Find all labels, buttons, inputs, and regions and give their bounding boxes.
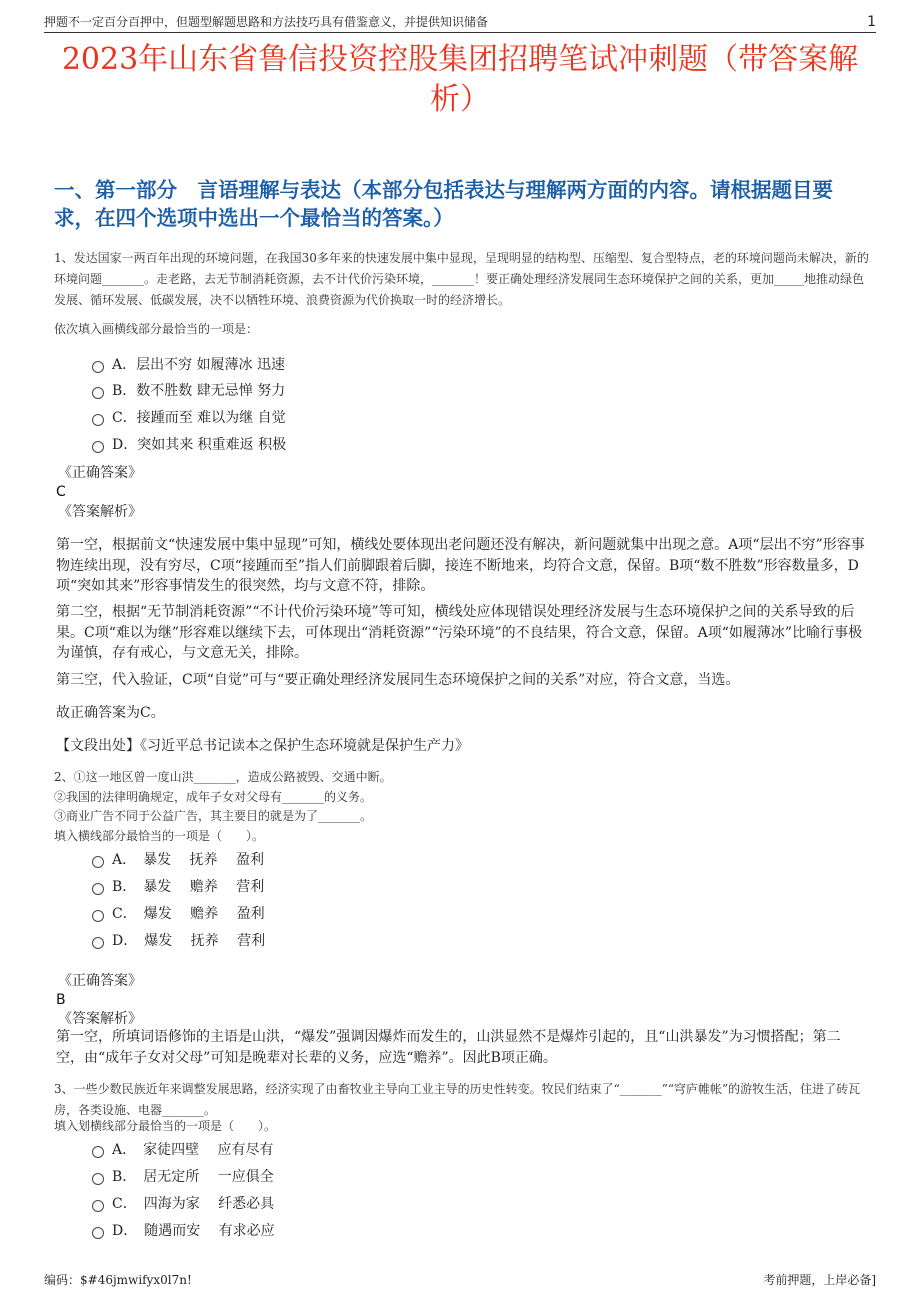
option-label: B． 暴发 赡养 营利 (112, 879, 265, 895)
radio-icon[interactable] (92, 856, 104, 868)
question-1-analysis-p1-block (56, 535, 868, 597)
question-3-text-block (54, 1079, 869, 1121)
option-label: C． 四海为家 纤悉必具 (112, 1196, 275, 1212)
document-title: 2023年山东省鲁信投资控股集团招聘笔试冲刺题（带答案解析） (61, 42, 859, 117)
question-2-answer: B (56, 992, 66, 1008)
question-1-source: 【文段出处】《习近平总书记读本之保护生态环境就是保护生产力》 (56, 738, 469, 754)
option-label: D． 爆发 抚养 营利 (112, 933, 266, 949)
question-3-option-a[interactable] (92, 1140, 274, 1160)
question-2-prompt: 填入横线部分最恰当的一项是（ ）。 (54, 828, 265, 843)
question-1-prompt-block (54, 320, 869, 338)
question-1-option-a[interactable] (92, 355, 285, 375)
question-1-analysis-p4: 故正确答案为C。 (56, 705, 165, 721)
question-2-analysis: 第一空，所填词语修饰的主语是山洪，“爆发”强调因爆炸而发生的，山洪显然不是爆炸引起的，且“山洪暴发”为习惯搭配；第二空，由“成年子女对父母”可知是晚辈对长辈的义务，应选“赡养”。因此B项正确。 (56, 1029, 841, 1066)
radio-icon[interactable] (92, 910, 104, 922)
question-1-answer-label: 《正确答案》 (58, 465, 142, 481)
radio-icon[interactable] (92, 1173, 104, 1185)
header-note: 押题不一定百分百押中，但题型解题思路和方法技巧具有借鉴意义，并提供知识储备 (44, 15, 489, 29)
option-label: A．层出不穷 如履薄冰 迅速 (112, 357, 286, 373)
option-label: D． 随遇而安 有求必应 (112, 1223, 275, 1239)
radio-icon[interactable] (92, 883, 104, 895)
page-number: 1 (867, 14, 876, 30)
question-1-option-c[interactable] (92, 408, 286, 428)
question-3-option-b[interactable] (92, 1167, 274, 1187)
question-1-analysis-label: 《答案解析》 (58, 504, 142, 520)
question-1-analysis-p2: 第二空，根据“无节制消耗资源”“不计代价污染环境”等可知，横线处应体现错误处理经济发展与生态环境保护之间的关系导致的后果。C项“难以为继”形容难以继续下去，可体现出“消耗资源”“污染环境”的不良结果，符合文意，保留。A项“如履薄冰”比喻行事极为谨慎，存有戒心，与文意无关，排除。 (56, 604, 863, 661)
question-2-analysis-label: 《答案解析》 (58, 1011, 142, 1027)
question-1-analysis-p4-block (56, 703, 868, 724)
question-1-answer: C (56, 484, 66, 500)
option-label: A． 家徒四壁 应有尽有 (112, 1142, 274, 1158)
radio-icon[interactable] (92, 1227, 104, 1239)
question-2-option-b[interactable] (92, 877, 264, 897)
question-1-analysis-p3-block (56, 670, 868, 691)
question-3-option-c[interactable] (92, 1194, 274, 1214)
page-header (44, 12, 876, 33)
option-label: B．数不胜数 肆无忌惮 努力 (112, 383, 286, 399)
question-3-option-d[interactable] (92, 1221, 275, 1241)
option-label: A． 暴发 抚养 盈利 (112, 852, 265, 868)
option-label: D．突如其来 积重难返 积极 (112, 437, 287, 453)
radio-icon[interactable] (92, 1200, 104, 1212)
question-2-answer-label: 《正确答案》 (58, 973, 142, 989)
question-1-analysis-p3: 第三空，代入验证，C项“自觉”可与“要正确处理经济发展同生态环境保护之间的关系”对应，符合文意，当选。 (56, 672, 740, 688)
question-2-analysis-block (56, 1027, 868, 1068)
question-1-text: 1、发达国家一两百年出现的环境问题，在我国30多年来的快速发展中集中显现，呈现明显的结构型、压缩型、复合型特点，老的环境问题尚未解决，新的环境问题_______。走老路，去无节制消耗资源，去不计代价污染环境，_______！要正确处理经济发展同生态环境保护之间的关系，更加_____地推动绿色发展、循环发展、低碳发展，决不以牺牲环境、浪费资源为代价换取一时的经济增长。 (54, 251, 869, 307)
option-label: C． 爆发 赡养 盈利 (112, 906, 265, 922)
radio-icon[interactable] (92, 937, 104, 949)
question-1-analysis-p1: 第一空，根据前文“快速发展中集中显现”可知，横线处要体现出老问题还没有解决，新问题就集中出现之意。A项“层出不穷”形容事物连续出现，没有穷尽，C项“接踵而至”指人们前脚跟着后脚，接连不断地来，均符合文意，保留。B项“数不胜数”形容数量多，D项“突如其来”形容事情发生的很突然，均与文意不符，排除。 (56, 537, 865, 594)
footer-slogan: 考前押题，上岸必备] (763, 1273, 876, 1287)
question-3-prompt: 填入划横线部分最恰当的一项是（ ）。 (54, 1119, 277, 1133)
radio-icon[interactable] (92, 387, 104, 399)
option-label: B． 居无定所 一应俱全 (112, 1169, 274, 1185)
radio-icon[interactable] (92, 441, 104, 453)
question-2-option-c[interactable] (92, 904, 265, 924)
question-2-text-block (54, 768, 869, 846)
question-2-option-d[interactable] (92, 931, 265, 951)
question-2-option-a[interactable] (92, 850, 264, 870)
question-3-text: 3、一些少数民族近年来调整发展思路，经济实现了由畜牧业主导向工业主导的历史性转变。牧民们结束了“_______”“穹庐帷帐”的游牧生活，住进了砖瓦房，各类设施、电器_______。 (54, 1082, 861, 1117)
question-2-line-3: ③商业广告不同于公益广告，其主要目的就是为了_______。 (54, 809, 373, 823)
question-1-text-block (54, 248, 869, 311)
question-2-line-2: ②我国的法律明确规定，成年子女对父母有_______的义务。 (54, 789, 373, 804)
question-3-prompt-block (54, 1117, 869, 1135)
radio-icon[interactable] (92, 1146, 104, 1158)
option-label: C．接踵而至 难以为继 自觉 (112, 410, 286, 426)
radio-icon[interactable] (92, 361, 104, 373)
question-1-prompt: 依次填入画横线部分最恰当的一项是： (54, 322, 259, 336)
question-1-option-d[interactable] (92, 435, 286, 455)
question-2-line-1: 2、①这一地区曾一度山洪_______，造成公路被毁、交通中断。 (54, 770, 392, 784)
footer-code: 编码：$#46jmwifyx0l7n! (44, 1273, 192, 1287)
question-1-source-block (56, 736, 868, 757)
question-1-analysis-p2-block (56, 602, 868, 664)
question-1-option-b[interactable] (92, 381, 285, 401)
section-heading: 一、第一部分 言语理解与表达（本部分包括表达与理解两方面的内容。请根据题目要求，在四个选项中选出一个最恰当的答案。） (54, 178, 833, 230)
radio-icon[interactable] (92, 414, 104, 426)
